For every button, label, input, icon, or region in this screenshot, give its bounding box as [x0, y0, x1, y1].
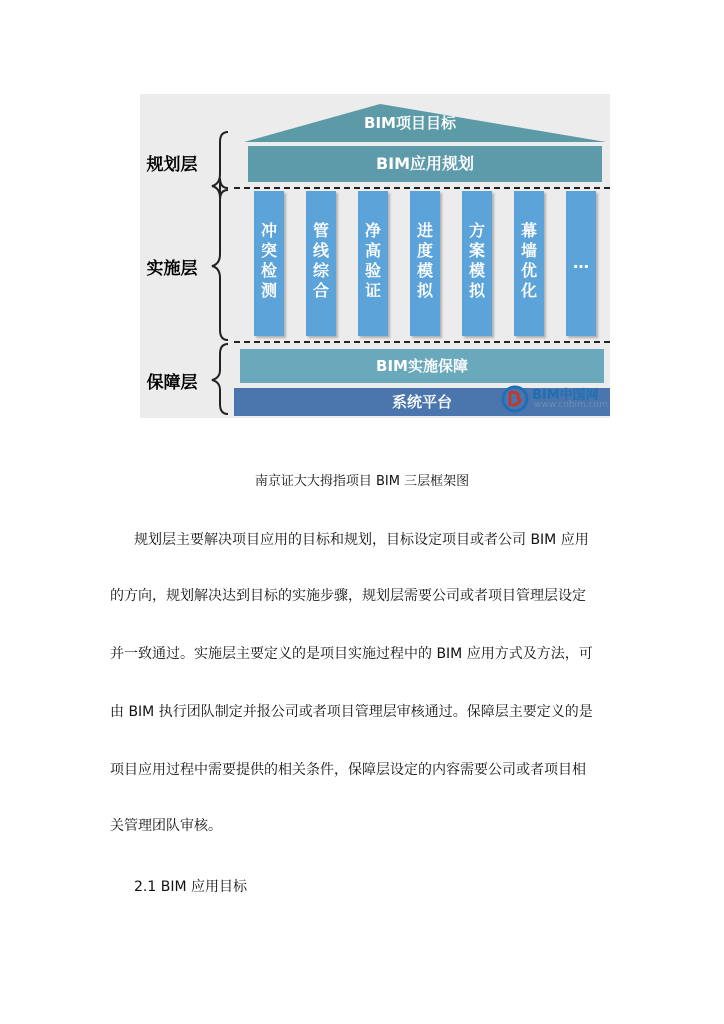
bim-china-watermark — [500, 380, 610, 416]
planning-band: BIM应用规划 — [248, 146, 602, 182]
paragraph-line: 由 BIM 执行团队制定并报公司或者项目管理层审核通过。保障层主要定义的是 — [110, 704, 593, 720]
pillar-more: … — [566, 191, 596, 336]
paragraph-line: 项目应用过程中需要提供的相关条件，保障层设定的内容需要公司或者项目相 — [110, 762, 586, 778]
dashed-divider-bottom — [234, 341, 610, 343]
pillar-schedule-simulation: 进度模拟 — [410, 191, 440, 336]
dashed-divider-top — [234, 187, 610, 189]
layer-label-implementation: 实施层 — [146, 259, 198, 279]
platform-band: 系统平台 — [234, 388, 610, 416]
pillar-scheme-simulation: 方案模拟 — [462, 191, 492, 336]
watermark-url: www.cnbim.com — [534, 400, 608, 410]
planning-brace — [212, 132, 228, 198]
section-heading: 2.1 BIM 应用目标 — [134, 879, 247, 895]
layer-label-planning: 规划层 — [146, 155, 198, 175]
figure-caption: 南京证大大拇指项目 BIM 三层框架图 — [254, 474, 470, 489]
guarantee-brace — [212, 344, 228, 414]
guarantee-band: BIM实施保障 — [240, 349, 604, 383]
implementation-brace — [212, 190, 228, 340]
pillar-pipeline-integration: 管线综合 — [306, 191, 336, 336]
pillar-collision-detection: 冲突检测 — [254, 191, 284, 336]
roof-label: BIM项目目标 — [364, 114, 456, 132]
three-layer-framework-diagram — [140, 94, 610, 418]
layer-label-guarantee: 保障层 — [146, 373, 198, 393]
pillar-curtain-wall-optimization: 幕墙优化 — [514, 191, 544, 336]
paragraph-line: 规划层主要解决项目应用的目标和规划，目标设定项目或者公司 BIM 应用 — [134, 532, 589, 548]
bim-logo-icon — [500, 384, 530, 414]
paragraph-line: 并一致通过。实施层主要定义的是项目实施过程中的 BIM 应用方式及方法，可 — [110, 646, 593, 662]
paragraph-line: 的方向，规划解决达到目标的实施步骤，规划层需要公司或者项目管理层设定 — [110, 588, 586, 604]
paragraph-line: 关管理团队审核。 — [110, 818, 222, 834]
watermark-main-text: BIM中国网 — [532, 388, 599, 403]
pillar-clearance-verification: 净高验证 — [358, 191, 388, 336]
